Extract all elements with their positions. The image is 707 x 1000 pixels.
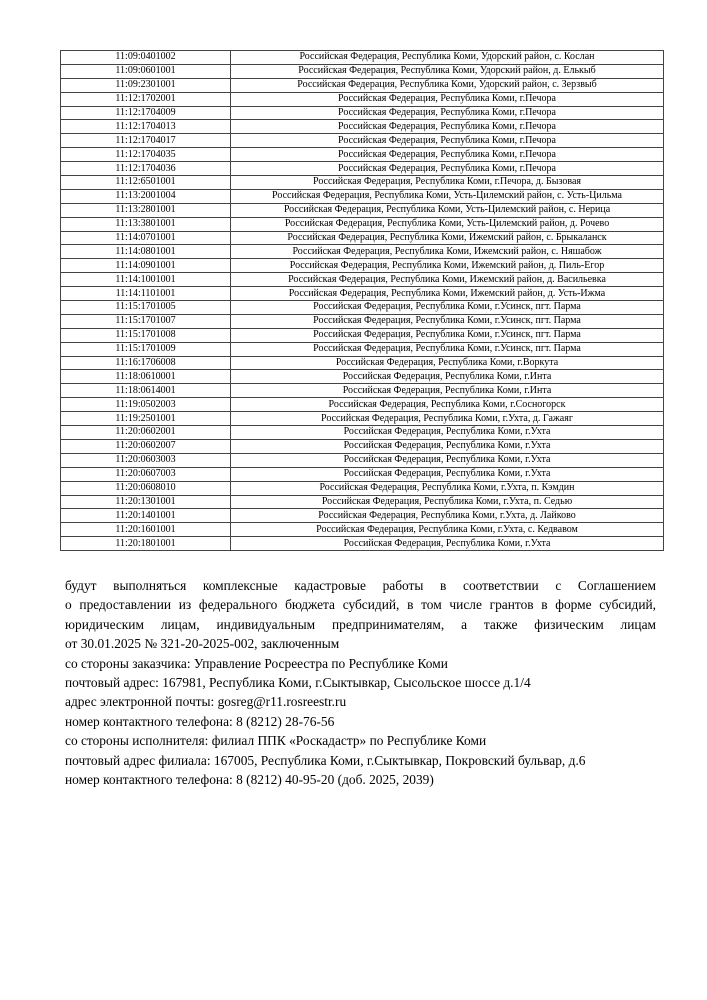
address-cell: Российская Федерация, Республика Коми, г.Ухта	[231, 453, 664, 467]
cadastral-code-cell: 11:20:0602001	[61, 426, 231, 440]
address-cell: Российская Федерация, Республика Коми, г.Ухта, д. Лайково	[231, 509, 664, 523]
cadastral-code-cell: 11:20:1801001	[61, 537, 231, 551]
cadastral-code-cell: 11:14:0901001	[61, 259, 231, 273]
customer-phone: номер контактного телефона: 8 (8212) 28-76-56	[65, 713, 335, 729]
table-row	[61, 287, 664, 301]
agreement-line-3: юридическим лицам, индивидуальным предпринимателям, а также физическим лицам	[65, 616, 656, 632]
address-cell: Российская Федерация, Республика Коми, г.Печора	[231, 162, 664, 176]
cadastral-code-cell: 11:20:0602007	[61, 439, 231, 453]
cadastral-code-cell: 11:20:0603003	[61, 453, 231, 467]
cadastral-code-cell: 11:14:0801001	[61, 245, 231, 259]
address-cell: Российская Федерация, Республика Коми, г.Усинск, пгт. Парма	[231, 301, 664, 315]
customer-postal-address: почтовый адрес: 167981, Республика Коми, г.Сыктывкар, Сысольское шоссе д.1/4	[65, 675, 531, 691]
table-row	[61, 481, 664, 495]
agreement-line-1: будут выполняться комплексные кадастровые работы в соответствии с Соглашением	[65, 578, 656, 593]
address-cell: Российская Федерация, Республика Коми, г.Ухта	[231, 426, 664, 440]
table-row	[61, 467, 664, 481]
address-cell: Российская Федерация, Республика Коми, г.Печора	[231, 120, 664, 134]
cadastral-code-cell: 11:15:1701009	[61, 342, 231, 356]
address-cell: Российская Федерация, Республика Коми, г.Печора	[231, 148, 664, 162]
address-cell: Российская Федерация, Республика Коми, Ижемский район, с. Брыкаланск	[231, 231, 664, 245]
address-cell: Российская Федерация, Республика Коми, Ижемский район, д. Усть-Ижма	[231, 287, 664, 301]
cadastral-code-cell: 11:14:0701001	[61, 231, 231, 245]
contractor-postal-address: почтовый адрес филиала: 167005, Республика Коми, г.Сыктывкар, Покровский бульвар, д.6	[65, 752, 586, 768]
table-row	[61, 398, 664, 412]
address-cell: Российская Федерация, Республика Коми, Удорский район, д. Елькыб	[231, 64, 664, 78]
cadastral-code-cell: 11:19:2501001	[61, 412, 231, 426]
table-row	[61, 426, 664, 440]
table-row	[61, 120, 664, 134]
table-row	[61, 537, 664, 551]
cadastral-code-cell: 11:09:0401002	[61, 51, 231, 65]
cadastral-code-cell: 11:13:2801001	[61, 203, 231, 217]
document-text	[65, 576, 656, 789]
cadastral-code-cell: 11:09:2301001	[61, 78, 231, 92]
cadastral-code-cell: 11:12:1704035	[61, 148, 231, 162]
cadastral-code-cell: 11:15:1701007	[61, 314, 231, 328]
cadastral-code-cell: 11:18:0610001	[61, 370, 231, 384]
address-cell: Российская Федерация, Республика Коми, г.Ухта	[231, 439, 664, 453]
cadastral-code-cell: 11:20:0608010	[61, 481, 231, 495]
table-row	[61, 384, 664, 398]
address-cell: Российская Федерация, Республика Коми, г.Усинск, пгт. Парма	[231, 314, 664, 328]
table-row	[61, 370, 664, 384]
cadastral-code-cell: 11:13:2001004	[61, 189, 231, 203]
table-row	[61, 301, 664, 315]
address-cell: Российская Федерация, Республика Коми, Усть-Цилемский район, д. Рочево	[231, 217, 664, 231]
cadastral-code-cell: 11:14:1001001	[61, 273, 231, 287]
cadastral-code-cell: 11:09:0601001	[61, 64, 231, 78]
cadastral-code-cell: 11:12:1704009	[61, 106, 231, 120]
table-row	[61, 509, 664, 523]
cadastral-code-cell: 11:16:1706008	[61, 356, 231, 370]
cadastral-code-cell: 11:12:6501001	[61, 176, 231, 190]
address-cell: Российская Федерация, Республика Коми, г.Воркута	[231, 356, 664, 370]
address-cell: Российская Федерация, Республика Коми, г.Сосногорск	[231, 398, 664, 412]
cadastral-code-cell: 11:12:1704017	[61, 134, 231, 148]
address-cell: Российская Федерация, Республика Коми, г.Инта	[231, 370, 664, 384]
address-cell: Российская Федерация, Республика Коми, Удорский район, с. Зерзвыб	[231, 78, 664, 92]
table-row	[61, 328, 664, 342]
table-row	[61, 189, 664, 203]
table-row	[61, 64, 664, 78]
table-row	[61, 314, 664, 328]
table-row	[61, 51, 664, 65]
cadastral-code-cell: 11:20:1401001	[61, 509, 231, 523]
cadastral-code-cell: 11:20:0607003	[61, 467, 231, 481]
contractor-phone: номер контактного телефона: 8 (8212) 40-95-20 (доб. 2025, 2039)	[65, 772, 434, 788]
address-cell: Российская Федерация, Республика Коми, г.Печора	[231, 92, 664, 106]
table-row	[61, 523, 664, 537]
table-row	[61, 106, 664, 120]
cadastral-code-cell: 11:15:1701005	[61, 301, 231, 315]
table-row	[61, 412, 664, 426]
cadastral-code-cell: 11:12:1704013	[61, 120, 231, 134]
table-row	[61, 231, 664, 245]
table-row	[61, 92, 664, 106]
agreement-line-2: о предоставлении из федерального бюджета субсидий, в том числе грантов в форме субсидий,	[65, 597, 656, 613]
address-cell: Российская Федерация, Республика Коми, г.Усинск, пгт. Парма	[231, 342, 664, 356]
table-row	[61, 162, 664, 176]
address-cell: Российская Федерация, Республика Коми, г.Ухта	[231, 467, 664, 481]
customer-email: адрес электронной почты: gosreg@r11.rosreestr.ru	[65, 694, 347, 710]
cadastral-code-cell: 11:12:1702001	[61, 92, 231, 106]
table-row	[61, 78, 664, 92]
contractor-line: со стороны исполнителя: филиал ППК «Роскадастр» по Республике Коми	[65, 733, 487, 749]
cadastral-code-cell: 11:13:3801001	[61, 217, 231, 231]
address-cell: Российская Федерация, Республика Коми, г.Усинск, пгт. Парма	[231, 328, 664, 342]
address-cell: Российская Федерация, Республика Коми, г.Ухта	[231, 537, 664, 551]
address-cell: Российская Федерация, Республика Коми, Ижемский район, д. Васильевка	[231, 273, 664, 287]
agreement-line-4: от 30.01.2025 № 321-20-2025-002, заключенным	[65, 636, 340, 652]
cadastral-code-cell: 11:18:0614001	[61, 384, 231, 398]
cadastral-code-cell: 11:20:1301001	[61, 495, 231, 509]
table-row	[61, 495, 664, 509]
cadastral-code-cell: 11:19:0502003	[61, 398, 231, 412]
address-cell: Российская Федерация, Республика Коми, г.Ухта, д. Гажаяг	[231, 412, 664, 426]
table-row	[61, 439, 664, 453]
address-cell: Российская Федерация, Республика Коми, г.Ухта, с. Кедвавом	[231, 523, 664, 537]
table-row	[61, 356, 664, 370]
table-row	[61, 273, 664, 287]
table-row	[61, 148, 664, 162]
address-cell: Российская Федерация, Республика Коми, Ижемский район, с. Няшабож	[231, 245, 664, 259]
table-row	[61, 453, 664, 467]
address-cell: Российская Федерация, Республика Коми, г.Инта	[231, 384, 664, 398]
address-cell: Российская Федерация, Республика Коми, г.Печора	[231, 134, 664, 148]
address-cell: Российская Федерация, Республика Коми, г.Печора	[231, 106, 664, 120]
table-row	[61, 245, 664, 259]
address-cell: Российская Федерация, Республика Коми, Ижемский район, д. Пиль-Егор	[231, 259, 664, 273]
address-cell: Российская Федерация, Республика Коми, г.Ухта, п. Кэмдин	[231, 481, 664, 495]
cadastral-code-cell: 11:20:1601001	[61, 523, 231, 537]
table-row	[61, 259, 664, 273]
cadastral-code-cell: 11:14:1101001	[61, 287, 231, 301]
address-cell: Российская Федерация, Республика Коми, Усть-Цилемский район, с. Усть-Цильма	[231, 189, 664, 203]
cadastral-code-cell: 11:12:1704036	[61, 162, 231, 176]
address-cell: Российская Федерация, Республика Коми, г.Ухта, п. Седью	[231, 495, 664, 509]
address-cell: Российская Федерация, Республика Коми, Усть-Цилемский район, с. Нерица	[231, 203, 664, 217]
table-row	[61, 176, 664, 190]
cadastral-quarters-table	[60, 50, 664, 551]
table-row	[61, 203, 664, 217]
customer-line: со стороны заказчика: Управление Росреестра по Республике Коми	[65, 655, 448, 671]
address-cell: Российская Федерация, Республика Коми, г.Печора, д. Бызовая	[231, 176, 664, 190]
table-row	[61, 217, 664, 231]
table-row	[61, 134, 664, 148]
address-cell: Российская Федерация, Республика Коми, Удорский район, с. Кослан	[231, 51, 664, 65]
table-row	[61, 342, 664, 356]
table-body	[61, 51, 664, 551]
cadastral-code-cell: 11:15:1701008	[61, 328, 231, 342]
